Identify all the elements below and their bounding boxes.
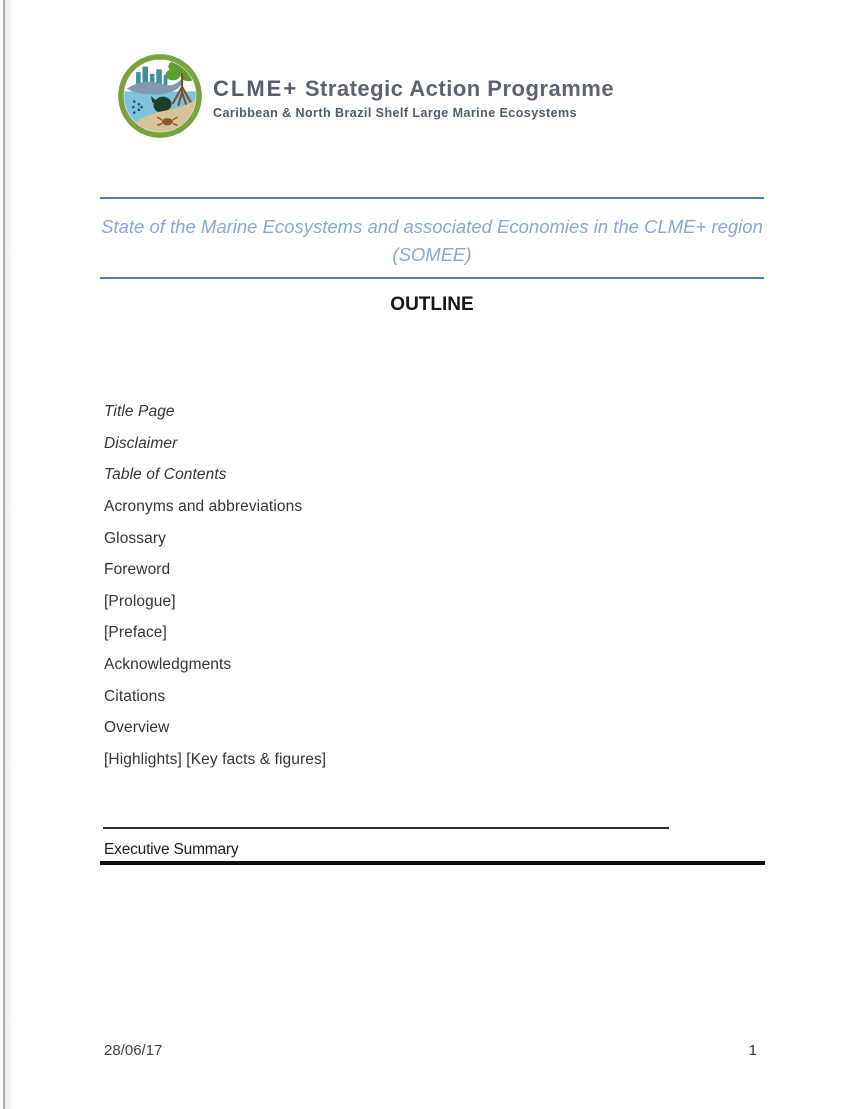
outline-item-glossary: Glossary — [104, 529, 166, 547]
footer-page-number: 1 — [748, 1042, 757, 1059]
outline-item-preface: [Preface] — [104, 624, 167, 642]
footer-date: 28/06/17 — [104, 1042, 163, 1059]
executive-summary-label: Executive Summary — [104, 841, 239, 858]
brand-suffix: Strategic Action Programme — [304, 76, 615, 101]
outline-item-title-page: Title Page — [104, 403, 175, 420]
header — [114, 50, 614, 142]
brand-subtitle: Caribbean & North Brazil Shelf Large Marine Ecosystems — [213, 106, 577, 120]
outline-item-citations: Citations — [104, 687, 166, 705]
outline-item-prologue: [Prologue] — [104, 592, 176, 610]
outline-item-disclaimer: Disclaimer — [104, 434, 178, 452]
logo-text-block — [213, 50, 614, 120]
clme-logo-icon — [114, 50, 206, 142]
outline-item-overview: Overview — [104, 719, 170, 737]
outline-item-foreword: Foreword — [104, 561, 171, 579]
section-divider-thin — [103, 827, 669, 829]
outline-heading: OUTLINE — [390, 294, 474, 315]
outline-item-highlights: [Highlights] [Key facts & figures] — [104, 751, 327, 769]
brand-name: CLME+ — [213, 76, 299, 101]
document-title-line1: State of the Marine Ecosystems and associated Economies in the CLME+ region — [101, 216, 763, 237]
title-top-rule — [100, 197, 764, 199]
outline-item-acknowledgments: Acknowledgments — [104, 656, 232, 674]
outline-item-acronyms: Acronyms and abbreviations — [104, 497, 303, 515]
document-title-line2: (SOMEE) — [392, 244, 472, 265]
title-bottom-rule — [100, 277, 764, 279]
outline-list — [104, 396, 664, 776]
document-title — [100, 213, 764, 269]
page-edge-shadow — [5, 0, 14, 1109]
outline-item-table-of-contents: Table of Contents — [104, 466, 227, 484]
brand-line — [213, 76, 614, 102]
section-divider-thick — [100, 861, 765, 865]
